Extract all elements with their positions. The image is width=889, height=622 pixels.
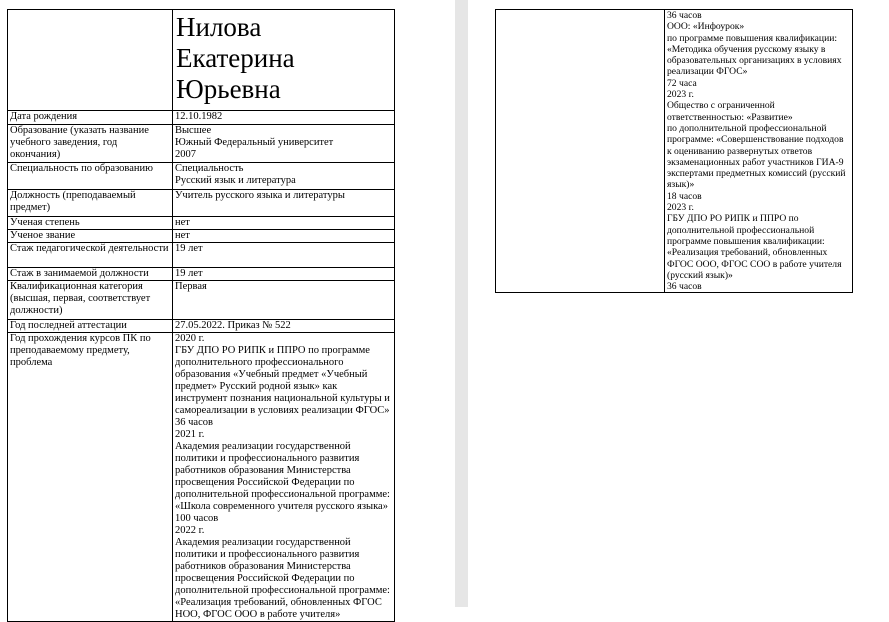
profile-table xyxy=(7,9,395,622)
document-page-right xyxy=(468,0,889,607)
teacher-name xyxy=(173,10,395,111)
label-position: Должность (преподаваемый предмет) xyxy=(8,190,173,217)
row-position xyxy=(8,190,395,217)
value-position-experience: 19 лет xyxy=(173,268,395,281)
photo-cell xyxy=(8,10,173,111)
specialty-text: Специальность Русский язык и литература xyxy=(175,163,296,186)
value-degree: нет xyxy=(173,217,395,230)
continuation-row xyxy=(496,10,853,293)
row-courses xyxy=(8,333,395,622)
continuation-value-cell xyxy=(665,10,853,293)
row-degree xyxy=(8,217,395,230)
label-education: Образование (указать название учебного заведения, год окончания) xyxy=(8,125,173,163)
label-title: Ученое звание xyxy=(8,230,173,243)
value-position: Учитель русского языка и литературы xyxy=(173,190,395,217)
row-education xyxy=(8,125,395,163)
education-text: Высшее Южный Федеральный университет 2007 xyxy=(175,125,334,160)
continuation-label-cell xyxy=(496,10,665,293)
label-degree: Ученая степень xyxy=(8,217,173,230)
label-attestation: Год последней аттестации xyxy=(8,320,173,333)
row-title xyxy=(8,230,395,243)
name-line-1: Нилова xyxy=(176,12,262,42)
name-row xyxy=(8,10,395,111)
value-birth: 12.10.1982 xyxy=(173,111,395,125)
row-attestation xyxy=(8,320,395,333)
row-qualification xyxy=(8,281,395,320)
page-gutter xyxy=(455,0,468,607)
row-ped-experience xyxy=(8,243,395,268)
label-position-experience: Стаж в занимаемой должности xyxy=(8,268,173,281)
row-birth xyxy=(8,111,395,125)
label-qualification: Квалификационная категория (высшая, первая, соответствует должности) xyxy=(8,281,173,320)
name-line-3: Юрьевна xyxy=(176,74,281,104)
courses-text: 2020 г. ГБУ ДПО РО РИПК и ППРО по программе дополнительного профессионального образования «Учебный предмет «Учебный предмет» Русский родной язык» как инструмент познания национальной культуры и самореализации в условиях реализации ФГОС» 36 часов 2021 г. Академия реализации государственной политики и профессионального развития работников образования Министерства просвещения Российской Федерации по дополнительной профессиональной программе: «Школа современного учителя русского языка» 100 часов 2022 г. Академия реализации государственной политики и профессионального развития работников образования Министерства просвещения Российской Федерации по дополнительной профессиональной программе: «Реализация требований, обновленных ФГОС НОО, ФГОС ООО в работе учителя» xyxy=(175,333,390,620)
row-position-experience xyxy=(8,268,395,281)
continuation-table xyxy=(495,9,853,293)
value-specialty xyxy=(173,163,395,190)
value-education xyxy=(173,125,395,163)
value-courses xyxy=(173,333,395,622)
value-title: нет xyxy=(173,230,395,243)
row-specialty xyxy=(8,163,395,190)
value-qualification: Первая xyxy=(173,281,395,320)
value-attestation: 27.05.2022. Приказ № 522 xyxy=(173,320,395,333)
label-birth: Дата рождения xyxy=(8,111,173,125)
continuation-text: 36 часов ООО: «Инфоурок» по программе повышения квалификации: «Методика обучения русскому языку в образовательных организациях в условиях реализации ФГОС» 72 часа 2023 г. Общество с ограниченной ответственностью: «Развитие» по дополнительной профессиональной программе: «Совершенствование подходов к оцениванию развернутых ответов экзаменационных работ участников ГИА-9 экспертами предметных комиссий (русский язык)» 18 часов 2023 г. ГБУ ДПО РО РИПК и ППРО по дополнительной профессиональной программе повышения квалификации: «Реализация требований, обновленных ФГОС ООО, ФГОС СОО в работе учителя (русский язык)» 36 часов xyxy=(667,10,846,293)
name-line-2: Екатерина xyxy=(176,43,295,73)
label-specialty: Специальность по образованию xyxy=(8,163,173,190)
value-ped-experience: 19 лет xyxy=(173,243,395,268)
label-ped-experience: Стаж педагогической деятельности xyxy=(8,243,173,268)
label-courses: Год прохождения курсов ПК по преподаваемому предмету, проблема xyxy=(8,333,173,622)
